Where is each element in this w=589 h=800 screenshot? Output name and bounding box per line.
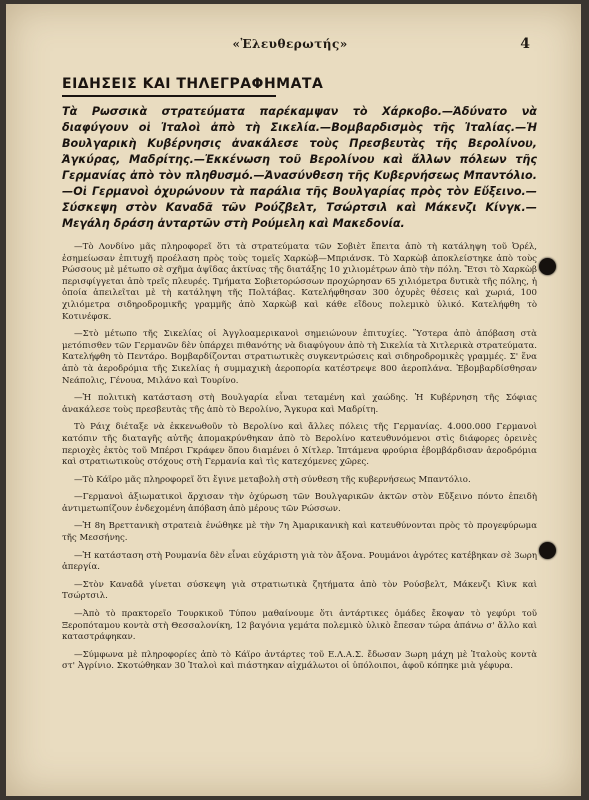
news-paragraph: —Σύμφωνα μὲ πληροφορίες ἀπὸ τὸ Κάϊρο ἀντάρτες τοῦ Ε.Λ.Α.Σ. ἔδωσαν 3ωρη μάχη μὲ Ἰταλοὺς κοντὰ στ' Ἀγρίνιο. Σκοτώθηκαν 30 Ἰταλοὶ καὶ πιάστηκαν αἰχμάλωτοι οἱ ὑπόλοιποι, ἀφοῦ κόπηκε μιὰ γέφυρα.: [62, 649, 537, 672]
page-header: [60, 36, 530, 52]
punch-hole: [539, 542, 556, 559]
news-paragraph: —Ἡ κατάσταση στὴ Ρουμανία δὲν εἶναι εὐχάριστη γιὰ τὸν ἄξονα. Ρουμάνοι ἀγρότες κατέβηκαν σὲ 3ωρη ἀπεργία.: [62, 550, 537, 573]
news-paragraph: —Τὸ Κάϊρο μᾶς πληροφορεῖ ὅτι ἔγινε μεταβολὴ στὴ σύνθεση τῆς κυβερνήσεως Μπαντόλιο.: [74, 474, 471, 485]
headline-summary: Τὰ Ρωσσικὰ στρατεύματα παρέκαμψαν τὸ Χάρκοβο.—Ἀδύνατο νὰ διαφύγουν οἱ Ἰταλοὶ ἀπὸ τὴ Σικελία.—Βομβαρδισμὸς τῆς Ἰταλίας.—Ἡ Βουλγαρικὴ Κυβέρνησις ἀνακάλεσε τοὺς Πρεσβευτὰς τῆς Βερολίνου, Ἀγκύρας, Μαδρίτης.—Ἐκκένωση τοῦ Βερολίνου καὶ ἄλλων πόλεων τῆς Γερμανίας ἀπὸ τὸν πληθυσμό.—Ἀνασύνθεση τῆς Κυβερνήσεως Μπαντόλιο.—Οἱ Γερμανοὶ ὀχυρώνουν τὰ παράλια τῆς Βουλγαρίας πρὸς τὸν Εὔξεινο.—Σύσκεψη στὸν Καναδᾶ τῶν Ρούζβελτ, Τσώρτσιλ καὶ Μάκενζι Κίνγκ.—Μεγάλη δράση ἀνταρτῶν στὴ Ρούμελη καὶ Μακεδονία.: [62, 105, 537, 230]
punch-hole: [539, 258, 556, 275]
masthead: «Ἐλευθερωτής»: [232, 37, 348, 51]
title-underline: [62, 95, 276, 97]
news-paragraph: Τὸ Ράιχ διέταξε νὰ ἐκκενωθοῦν τὸ Βερολίνο καὶ ἄλλες πόλεις τῆς Γερμανίας. 4.000.000 Γερμανοὶ κατόπιν τῆς διαταγῆς αὐτῆς ἀπομακρύνθηκαν ἀπὸ τὸ Βερολίνο κατευθυνόμενοι στὶς διάφορες ὀρεινὲς περιοχὲς ἐκτὸς τοῦ Μπέρσι Γκράφεν ὅπου διαμένει ὁ Χίτλερ. Ἱπτάμενα φρούρια ἐβομβάρδισαν ἀεροδρόμια καὶ στρατιωτικοὺς στόχους στὴ Γερμανία καὶ τὶς κατεχόμενες χῶρες.: [62, 422, 537, 468]
news-paragraph: —Ἡ 8η Βρεττανικὴ στρατειὰ ἐνώθηκε μὲ τὴν 7η Ἀμαρικανικὴ καὶ κατευθύνονται πρὸς τὸ προγεφύρωμα τῆς Μεσσήνης.: [62, 521, 537, 544]
section-title: ΕΙΔΗΣΕΙΣ ΚΑΙ ΤΗΛΕΓΡΑΦΗΜΑΤΑ: [62, 76, 324, 92]
news-paragraph: —Γερμανοὶ ἀξιωματικοὶ ἄρχισαν τὴν ὀχύρωση τῶν Βουλγαρικῶν ἀκτῶν στὸν Εὔξεινο πόντο ἐπειδὴ ἀντιμετωπίζουν ἐνδεχομένη ἀπόβαση ἀπὸ μέρους τῶν Ρώσσων.: [62, 492, 537, 514]
news-articles: [62, 242, 537, 679]
page-number: 4: [520, 36, 530, 52]
news-paragraph: —Ἡ πολιτικὴ κατάσταση στὴ Βουλγαρία εἶναι τεταμένη καὶ χαώδης. Ἡ Κυβέρνηση τῆς Σόφιας ἀνακάλεσε τοὺς πρεσβευτὰς τῆς ἀπὸ τὸ Βερολίνο, Ἄγκυρα καὶ Μαδρίτη.: [62, 393, 537, 415]
news-paragraph: —Στὸ μέτωπο τῆς Σικελίας οἱ Ἀγγλοαμερικανοὶ σημειώνουν ἐπιτυχίες. Ὕστερα ἀπὸ ἀπόβαση στὰ μετόπισθεν τῶν Γερμανῶν δὲν ὑπάρχει πιθανότης νὰ διαφύγουν ἀπὸ τὴ Σικελία τὰ Χιτλερικὰ στρατεύματα. Κατελήφθη τὸ Πεντάρο. Βομβαρδίζονται στρατιωτικὲς συγκεντρώσεις καὶ σιδηροδρομικὲς γραμμές. Σ' ἕνα ἀπὸ τὰ ἀεροδρόμια τῆς Σικελίας ἡ συμμαχικὴ ἀεροπορία κατέστρεψε 800 ἀεροπλάνα. Ἐβομβαρδίσθησαν Νεάπολις, Γένουα, Μιλάνο καὶ Τουρίνο.: [62, 329, 537, 386]
news-paragraph: —Τὸ Λονδίνο μᾶς πληροφορεῖ ὅτι τὰ στρατεύματα τῶν Σοβιὲτ ἔπειτα ἀπὸ τὴ κατάληψη τοῦ Ὀρέλ, ἐσημείωσαν ἐπιτυχῆ προέλαση πρὸς τοὺς τομεῖς Χαρκὼβ—Μπριάνσκ. Τὸ Χαρκὼβ ἀποκλείστηκε ἀπὸ τοὺς Ρώσσους μὲ μέτωπο σὲ σχῆμα ἀψῖδας ἀκτίνας τῆς διατάξης 10 χιλιομέτρων ἀπὸ τὴν πόλη. Ἔτσι τὸ Χαρκὼβ περισφίγγεται ἀπὸ τρεῖς πλευρές. Τμήματα Σοβιετορώσσων προχώρησαν 65 χιλιόμετρα δυτικὰ τῆς πόλης, ἡ ὁποία ἀπειλεῖται μὲ τὴ κατάληψη τῆς Πολτάβας. Κατελήφθησαν 300 ὀχυρὲς θέσεις καὶ χωριά, 100 χιλιόμετρα σιδηροδρομικῆς γραμμῆς ἀπὸ Χαρκὼβ καὶ κάθε εἴδους πολεμικὸ ὑλικό. Κατελήφθη τὸ Κοτινέφσκ.: [62, 242, 537, 322]
news-paragraph: —Ἀπὸ τὸ πρακτορεῖο Τουρκικοῦ Τύπου μαθαίνουμε ὅτι ἀντάρτικες ὁμάδες ἔκοψαν τὸ γεφύρι τοῦ Ξεροπόταμου κοντὰ στὴ Θεσσαλονίκη, 12 βαγόνια γεμάτα πολεμικὸ ὑλικὸ ἔπεσαν τώρα ἀπάνω σ' ἄλλο καὶ καταστράφηκαν.: [62, 609, 537, 643]
news-paragraph: —Στὸν Καναδᾶ γίνεται σύσκεψη γιὰ στρατιωτικὰ ζητήματα ἀπὸ τὸν Ρούσβελτ, Μάκενζι Κὶνκ καὶ Τσώρτσιλ.: [62, 579, 537, 602]
newspaper-page: [6, 4, 581, 796]
